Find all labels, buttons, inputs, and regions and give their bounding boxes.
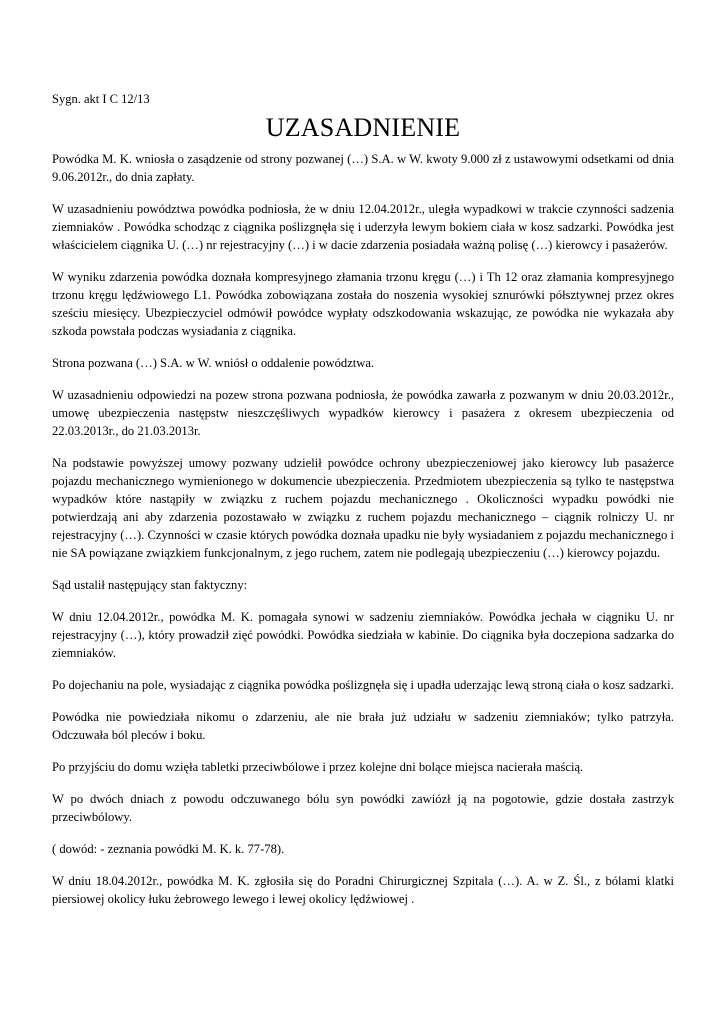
paragraph-evidence: ( dowód: - zeznania powódki M. K. k. 77-78). bbox=[52, 842, 285, 856]
case-number: Sygn. akt I C 12/13 bbox=[52, 92, 150, 106]
paragraph-insurance-scope: Na podstawie powyższej umowy pozwany udzielił powódce ochrony ubezpieczeniowej jako kierowcy lub pasażerce pojazdu mechanicznego wymienionego w dokumencie ubezpieczenia. Przedmiotem ubezpieczenia są tylko te następstwa wypadków które nastąpiły w związku z ruchem pojazdu mechanicznego . Okoliczności wypadku powódki nie potwierdzają ani aby zdarzenia pozostawało w związku z ruchem pojazdu mechanicznego – ciągnik rolniczy U. nr rejestracyjny (…). Czynności w czasie których powódka doznała upadku nie były wysiadaniem z pojazdu mechanicznego i nie SA powiązane związkiem funkcjonalnym, z jego ruchem, zatem nie podlegają ubezpieczeniu (…) kierowcy pojazdu. bbox=[52, 456, 674, 560]
document-title: UZASADNIENIE bbox=[265, 113, 461, 142]
paragraph-defendant-response: W uzasadnieniu odpowiedzi na pozew strona pozwana podniosła, że powódka zawarła z pozwanym w dniu 20.03.2012r., umowę ubezpieczenia następstw nieszczęśliwych wypadków kierowcy i pasażera z okresem ubezpieczenia od 22.03.2013r., do 21.03.2013r. bbox=[52, 388, 674, 438]
paragraph-fact-pain: Powódka nie powiedziała nikomu o zdarzeniu, ale nie brała już udziału w sadzeniu ziemniaków; tylko patrzyła. Odczuwała ból pleców i boku. bbox=[52, 710, 674, 742]
paragraph-claim: Powódka M. K. wniosła o zasądzenie od strony pozwanej (…) S.A. w W. kwoty 9.000 zł z ustawowymi odsetkami od dnia 9.06.2012r., do dnia zapłaty. bbox=[52, 152, 674, 184]
paragraph-fact-clinic: W dniu 18.04.2012r., powódka M. K. zgłosiła się do Poradni Chirurgicznej Szpitala (…). A. w Z. Śl., z bólami klatki piersiowej okolicy łuku żebrowego lewego i lewej okolicy lędźwiowej . bbox=[52, 874, 674, 906]
paragraph-fact-planting: W dniu 12.04.2012r., powódka M. K. pomagała synowi w sadzeniu ziemniaków. Powódka jechała w ciągniku U. nr rejestracyjny (…), który prowadził zięć powódki. Powódka siedziała w kabinie. Do ciągnika była doczepiona sadzarka do ziemniaków. bbox=[52, 610, 674, 660]
paragraph-claim-justification: W uzasadnieniu powództwa powódka podniosła, że w dniu 12.04.2012r., uległa wypadkowi w trakcie czynności sadzenia ziemniaków . Powódka schodząc z ciągnika poślizgnęła się i uderzyła lewym bokiem ciała w kosz sadzarki. Powódka jest właścicielem ciągnika U. (…) nr rejestracyjny (…) i w dacie zdarzenia posiadała ważną polisę (…) kierowcy i pasażerów. bbox=[52, 202, 674, 252]
paragraph-injuries: W wyniku zdarzenia powódka doznała kompresyjnego złamania trzonu kręgu (…) i Th 12 oraz złamania kompresyjnego trzonu kręgu lędźwiowego L1. Powódka zobowiązana została do noszenia wysokiej sznurówki półsztywnej przez okres sześciu miesięcy. Ubezpieczyciel odmówił powódce wypłaty odszkodowania wskazując, ze powódka nie wykazała aby szkoda powstała podczas wysiadania z ciągnika. bbox=[52, 270, 674, 338]
document-page bbox=[52, 90, 674, 922]
paragraph-fact-emergency: W po dwóch dniach z powodu odczuwanego bólu syn powódki zawiózł ją na pogotowie, gdzie dostała zastrzyk przeciwbólowy. bbox=[52, 792, 674, 824]
paragraph-defendant-motion: Strona pozwana (…) S.A. w W. wniósł o oddalenie powództwa. bbox=[52, 356, 375, 370]
paragraph-fact-tablets: Po przyjściu do domu wzięła tabletki przeciwbólowe i przez kolejne dni bolące miejsca nacierała maścią. bbox=[52, 760, 584, 774]
paragraph-facts-heading: Sąd ustalił następujący stan faktyczny: bbox=[52, 578, 248, 592]
paragraph-fact-fall: Po dojechaniu na pole, wysiadając z ciągnika powódka poślizgnęła się i upadła uderzając lewą stroną ciała o kosz sadzarki. bbox=[52, 678, 674, 692]
